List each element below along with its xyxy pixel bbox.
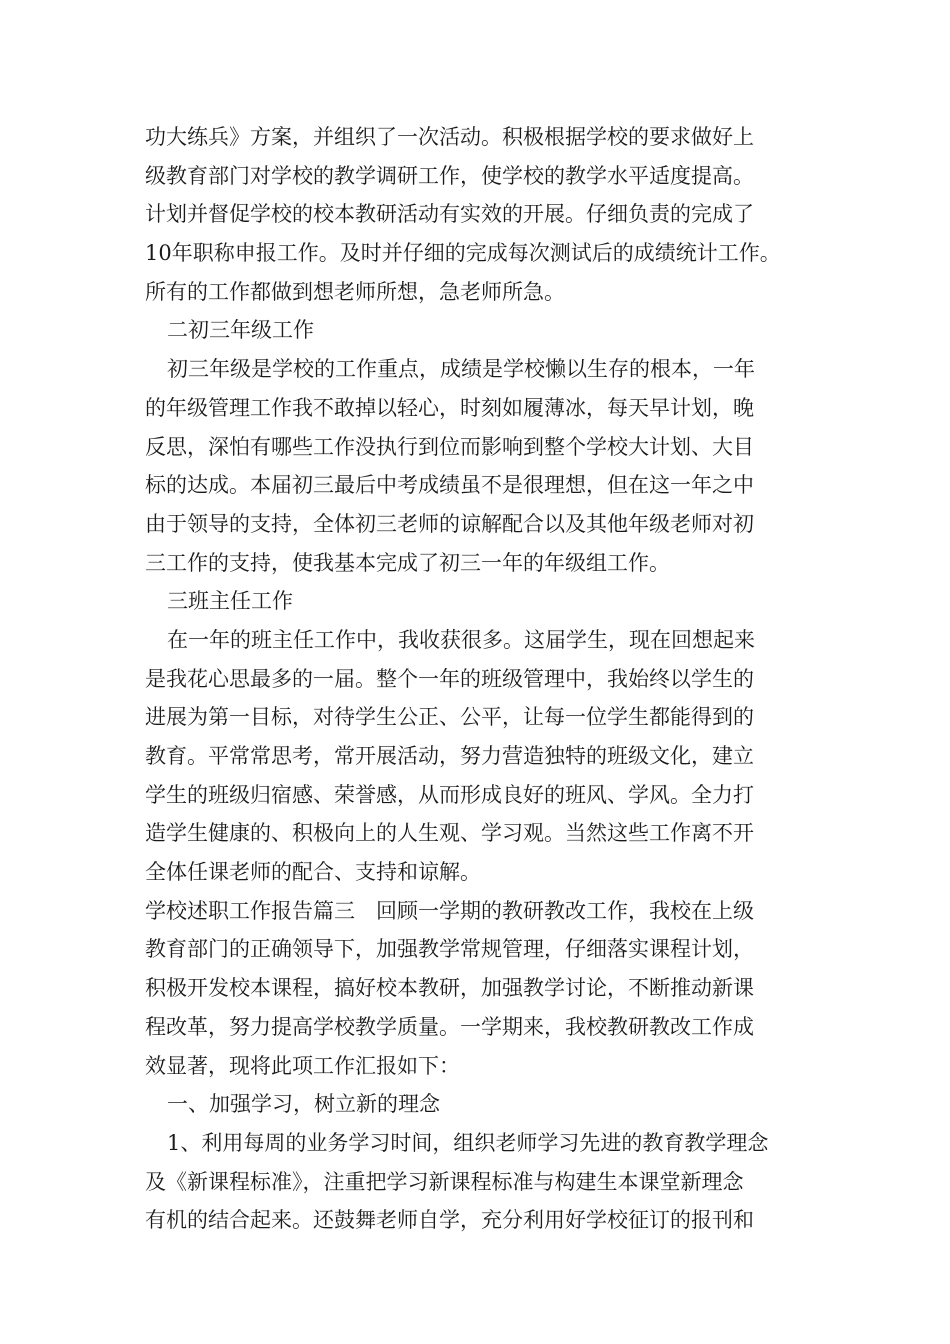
text-line: 造学生健康的、积极向上的人生观、学习观。当然这些工作离不开	[145, 821, 754, 846]
text-line: 一、加强学习，树立新的理念	[167, 1092, 440, 1117]
text-line: 三班主任工作	[167, 589, 293, 614]
text-line: 由于领导的支持，全体初三老师的谅解配合以及其他年级老师对初	[145, 511, 754, 536]
text-line: 教育部门的正确领导下，加强教学常规管理，仔细落实课程计划，	[145, 937, 754, 962]
text-line: 二初三年级工作	[167, 318, 314, 343]
text-line: 及《新课程标准》，注重把学习新课程标准与构建生本课堂新理念	[145, 1169, 744, 1194]
text-line: 1、利用每周的业务学习时间，组织老师学习先进的教育教学理念	[167, 1130, 769, 1155]
text-line: 学生的班级归宿感、荣誉感，从而形成良好的班风、学风。全力打	[145, 782, 754, 807]
text-line: 级教育部门对学校的教学调研工作，使学校的教学水平适度提高。	[145, 163, 754, 188]
text-line: 积极开发校本课程，搞好校本教研，加强教学讨论，不断推动新课	[145, 976, 754, 1001]
text-line: 程改革，努力提高学校教学质量。一学期来，我校教研教改工作成	[145, 1014, 754, 1039]
text-line: 在一年的班主任工作中，我收获很多。这届学生，现在回想起来	[167, 627, 755, 652]
text-line: 效显著，现将此项工作汇报如下：	[145, 1053, 460, 1078]
text-line: 所有的工作都做到想老师所想，急老师所急。	[145, 279, 565, 304]
text-line: 是我花心思最多的一届。整个一年的班级管理中，我始终以学生的	[145, 666, 754, 691]
text-line: 的年级管理工作我不敢掉以轻心，时刻如履薄冰，每天早计划，晚	[145, 395, 754, 420]
text-line: 进展为第一目标，对待学生公正、公平，让每一位学生都能得到的	[145, 705, 754, 730]
text-line: 有机的结合起来。还鼓舞老师自学，充分利用好学校征订的报刊和	[145, 1208, 754, 1233]
text-line: 标的达成。本届初三最后中考成绩虽不是很理想，但在这一年之中	[145, 473, 754, 498]
text-line: 10年职称申报工作。及时并仔细的完成每次测试后的成绩统计工作。	[145, 241, 781, 266]
text-line: 教育。平常常思考，常开展活动，努力营造独特的班级文化，建立	[145, 744, 754, 768]
text-line: 三工作的支持，使我基本完成了初三一年的年级组工作。	[145, 550, 670, 575]
text-line: 初三年级是学校的工作重点，成绩是学校懒以生存的根本，一年	[167, 357, 755, 382]
text-line: 反思，深怕有哪些工作没执行到位而影响到整个学校大计划、大目	[145, 434, 754, 459]
text-line: 全体任课老师的配合、支持和谅解。	[145, 860, 481, 885]
text-line: 学校述职工作报告篇三 回顾一学期的教研教改工作，我校在上级	[145, 898, 754, 923]
document-body	[145, 118, 835, 1240]
text-line: 计划并督促学校的校本教研活动有实效的开展。仔细负责的完成了	[145, 202, 754, 227]
text-line: 功大练兵》方案，并组织了一次活动。积极根据学校的要求做好上	[145, 125, 754, 149]
